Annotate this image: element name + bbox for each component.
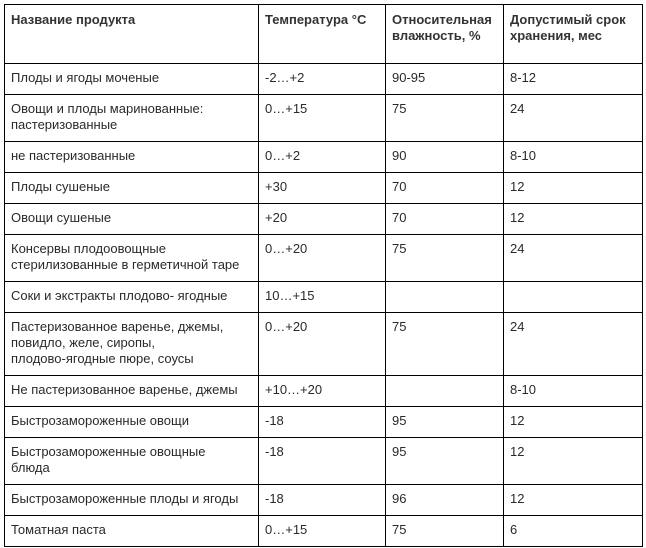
cell-storage-term: 8-12	[504, 64, 643, 95]
cell-humidity: 96	[386, 485, 504, 516]
cell-product: Консервы плодоовощные стерилизованные в герметичной таре	[5, 235, 259, 282]
cell-temperature: 10…+15	[259, 282, 386, 313]
cell-product: Соки и экстракты плодово- ягодные	[5, 282, 259, 313]
cell-humidity: 75	[386, 95, 504, 142]
cell-product: Пастеризованное варенье, джемы, повидло, желе, сиропы, плодово-ягодные пюре, соусы	[5, 313, 259, 376]
cell-temperature: -2…+2	[259, 64, 386, 95]
cell-temperature: -18	[259, 438, 386, 485]
table-row	[5, 407, 643, 438]
table-row	[5, 485, 643, 516]
table-row	[5, 313, 643, 376]
table-row	[5, 282, 643, 313]
cell-product: Не пастеризованное варенье, джемы	[5, 376, 259, 407]
cell-temperature: 0…+2	[259, 142, 386, 173]
cell-temperature: -18	[259, 485, 386, 516]
cell-temperature: 0…+15	[259, 95, 386, 142]
cell-temperature: 0…+20	[259, 235, 386, 282]
cell-storage-term	[504, 282, 643, 313]
cell-temperature: 0…+15	[259, 516, 386, 547]
header-product-name: Название продукта	[5, 5, 259, 64]
cell-product: Быстрозамороженные овощные блюда	[5, 438, 259, 485]
cell-humidity	[386, 376, 504, 407]
cell-storage-term: 6	[504, 516, 643, 547]
cell-product: Плоды и ягоды моченые	[5, 64, 259, 95]
cell-product: Овощи сушеные	[5, 204, 259, 235]
table-row	[5, 204, 643, 235]
cell-humidity: 75	[386, 313, 504, 376]
storage-conditions-table	[4, 4, 643, 547]
header-temperature: Температура °С	[259, 5, 386, 64]
cell-storage-term: 12	[504, 485, 643, 516]
header-storage-term: Допустимый срок хранения, мес	[504, 5, 643, 64]
table-row	[5, 142, 643, 173]
cell-temperature: +10…+20	[259, 376, 386, 407]
cell-humidity: 75	[386, 235, 504, 282]
cell-product: Быстрозамороженные овощи	[5, 407, 259, 438]
cell-temperature: 0…+20	[259, 313, 386, 376]
cell-storage-term: 24	[504, 95, 643, 142]
cell-storage-term: 24	[504, 313, 643, 376]
table-header-row	[5, 5, 643, 64]
cell-product: Томатная паста	[5, 516, 259, 547]
cell-temperature: +20	[259, 204, 386, 235]
cell-product: Плоды сушеные	[5, 173, 259, 204]
cell-humidity: 95	[386, 407, 504, 438]
table-row	[5, 95, 643, 142]
table-row	[5, 516, 643, 547]
cell-humidity: 90-95	[386, 64, 504, 95]
table-row	[5, 235, 643, 282]
cell-humidity: 75	[386, 516, 504, 547]
cell-humidity: 70	[386, 173, 504, 204]
cell-temperature: +30	[259, 173, 386, 204]
cell-storage-term: 8-10	[504, 376, 643, 407]
cell-product: Быстрозамороженные плоды и ягоды	[5, 485, 259, 516]
table-row	[5, 173, 643, 204]
cell-storage-term: 12	[504, 173, 643, 204]
cell-storage-term: 12	[504, 438, 643, 485]
table-row	[5, 64, 643, 95]
cell-humidity: 70	[386, 204, 504, 235]
cell-product: не пастеризованные	[5, 142, 259, 173]
cell-storage-term: 24	[504, 235, 643, 282]
cell-humidity: 95	[386, 438, 504, 485]
table-row	[5, 438, 643, 485]
cell-humidity	[386, 282, 504, 313]
cell-product: Овощи и плоды маринованные: пастеризованные	[5, 95, 259, 142]
cell-storage-term: 12	[504, 407, 643, 438]
cell-humidity: 90	[386, 142, 504, 173]
cell-temperature: -18	[259, 407, 386, 438]
header-humidity: Относительная влажность, %	[386, 5, 504, 64]
cell-storage-term: 8-10	[504, 142, 643, 173]
table-row	[5, 376, 643, 407]
cell-storage-term: 12	[504, 204, 643, 235]
